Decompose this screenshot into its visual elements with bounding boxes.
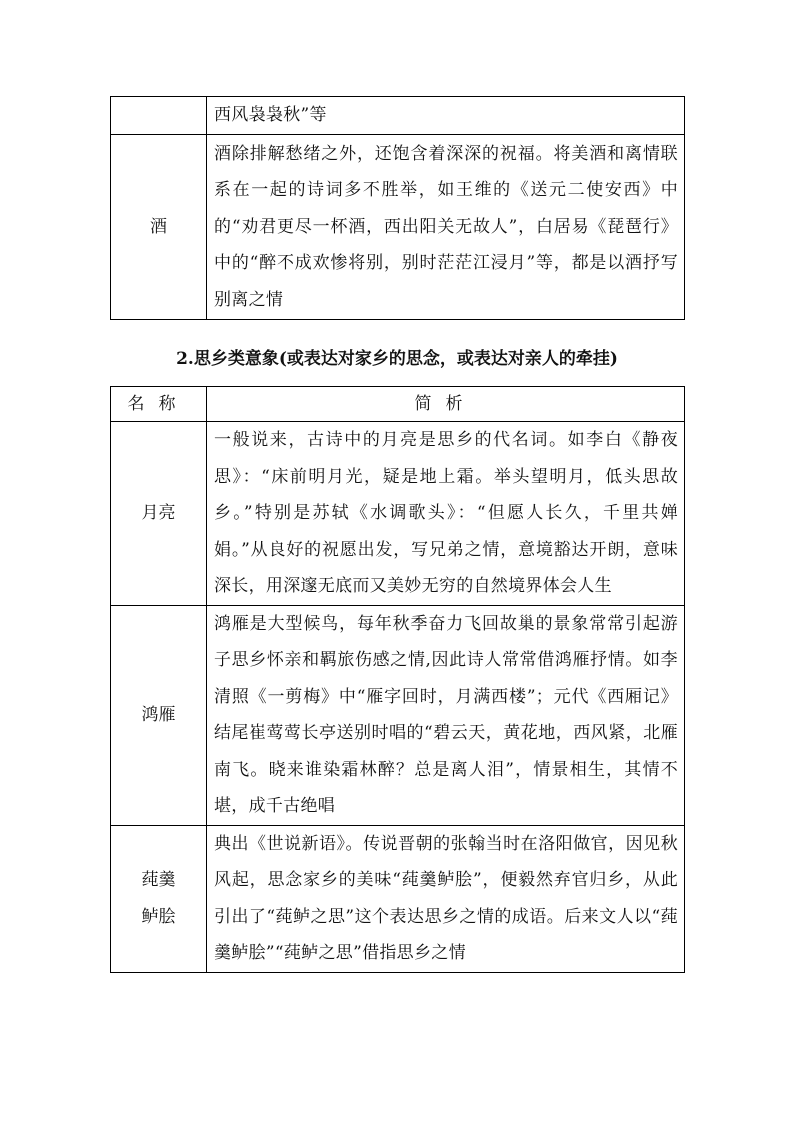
imagery-description-cell: 酒除排解愁绪之外，还饱含着深深的祝福。将美酒和离情联系在一起的诗词多不胜举，如王维的《送元二使安西》中的“劝君更尽一杯酒，西出阳关无故人”，白居易《琵琶行》中的“醉不成欢惨将别，别时茫茫江浸月”等，都是以酒抒写别离之情 — [207, 134, 685, 320]
table-row — [111, 134, 685, 320]
column-header-name: 名称 — [111, 387, 207, 422]
imagery-name-cell: 鸿雁 — [111, 605, 207, 825]
table-row — [111, 605, 685, 825]
imagery-description-cell: 鸿雁是大型候鸟，每年秋季奋力飞回故巢的景象常常引起游子思乡怀亲和羁旅伤感之情,因此诗人常常借鸿雁抒情。如李清照《一剪梅》中“雁字回时，月满西楼”；元代《西厢记》结尾崔莺莺长亭送别时唱的“碧云天，黄花地，西风紧，北雁南飞。晓来谁染霜林醉？总是离人泪”，情景相生，其情不堪，成千古绝唱 — [207, 605, 685, 825]
imagery-name-cell: 月亮 — [111, 422, 207, 606]
column-header-analysis: 简析 — [207, 387, 685, 422]
imagery-name-cell: 莼羹鲈脍 — [111, 825, 207, 972]
homesick-imagery-table — [110, 386, 685, 973]
imagery-name-cell — [111, 97, 207, 135]
imagery-description-cell: 典出《世说新语》。传说晋朝的张翰当时在洛阳做官，因见秋风起，思念家乡的美味“莼羹鲈脍”，便毅然弃官归乡，从此引出了“莼鲈之思”这个表达思乡之情的成语。后来文人以“莼羹鲈脍”“莼鲈之思”借指思乡之情 — [207, 825, 685, 972]
table-header-row — [111, 387, 685, 422]
imagery-table-continued — [110, 96, 685, 320]
imagery-name-cell: 酒 — [111, 134, 207, 320]
section-heading: 2.思乡类意象(或表达对家乡的思念，或表达对亲人的牵挂) — [176, 349, 618, 369]
table-row — [111, 825, 685, 972]
table-row — [111, 97, 685, 135]
table-row — [111, 422, 685, 606]
imagery-description-cell: 一般说来，古诗中的月亮是思乡的代名词。如李白《静夜思》：“床前明月光，疑是地上霜。举头望明月，低头思故乡。”特别是苏轼《水调歌头》：“但愿人长久，千里共婵娟。”从良好的祝愿出发，写兄弟之情，意境豁达开朗，意味深长，用深邃无底而又美妙无穷的自然境界体会人生 — [207, 422, 685, 606]
imagery-description-cell: 西风袅袅秋”等 — [207, 97, 685, 135]
